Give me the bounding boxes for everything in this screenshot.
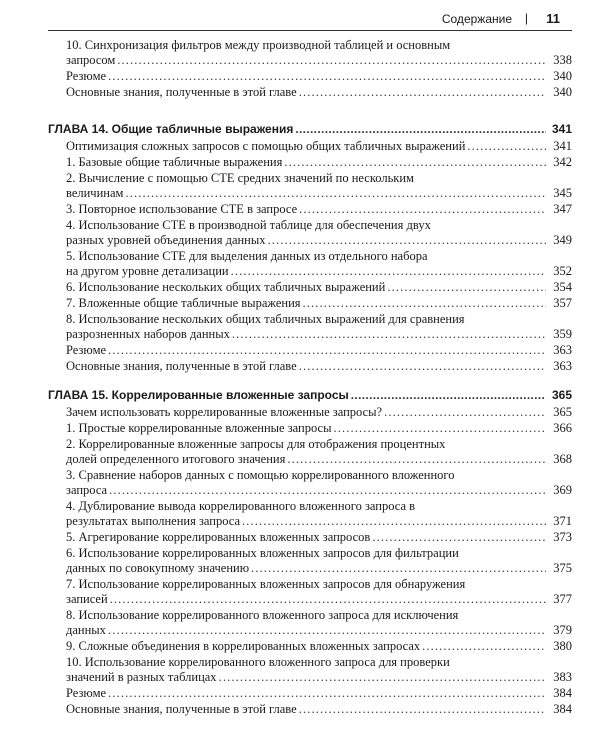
- toc-entry-page: 347: [553, 202, 572, 216]
- toc-entry-page: 379: [553, 623, 572, 637]
- toc-entry[interactable]: [48, 405, 572, 421]
- toc-entry-title-continued: данных по совокупному значению: [66, 561, 250, 575]
- leader-dots: [299, 85, 546, 100]
- toc-entry-page: 345: [553, 186, 572, 200]
- leader-dots: [384, 405, 546, 420]
- leader-dots: [467, 139, 546, 154]
- toc-entry-page: 359: [553, 327, 572, 341]
- toc-entry[interactable]: [48, 171, 572, 202]
- running-header: [48, 12, 572, 31]
- toc-entry-page: 342: [553, 155, 572, 169]
- toc-entry-page: 340: [553, 69, 572, 83]
- toc-entry-page: 354: [553, 280, 572, 294]
- toc-entry-page: 368: [553, 452, 572, 466]
- leader-dots: [108, 623, 546, 638]
- leader-dots: [268, 233, 546, 248]
- leader-dots: [422, 639, 546, 654]
- toc-entry-page: 349: [553, 233, 572, 247]
- toc-group-2: [48, 139, 572, 375]
- leader-dots: [125, 186, 546, 201]
- toc-entry-title-continued: записей: [66, 592, 108, 606]
- toc-entry-page: 369: [553, 483, 572, 497]
- leader-dots: [299, 202, 546, 217]
- toc-entry-title-continued: величинам: [66, 186, 124, 200]
- toc-entry[interactable]: [48, 608, 572, 639]
- toc-entry-title: 1. Базовые общие табличные выражения: [66, 155, 283, 169]
- toc-entry-title: 3. Сравнение наборов данных с помощью коррелированного вложенного: [66, 468, 455, 482]
- toc-entry-title: Резюме: [66, 686, 107, 700]
- toc-entry-page: 363: [553, 343, 572, 357]
- toc-entry-title-continued: запроса: [66, 483, 108, 497]
- leader-dots: [387, 280, 546, 295]
- toc-entry[interactable]: [48, 359, 572, 375]
- toc-entry-title: Основные знания, полученные в этой главе: [66, 359, 297, 373]
- leader-dots: [231, 264, 546, 279]
- header-separator: |: [524, 11, 528, 25]
- toc-entry-title: 10. Синхронизация фильтров между производной таблицей и основным: [66, 38, 451, 52]
- toc-entry-title-continued: результатах выполнения запроса: [66, 514, 241, 528]
- leader-dots: [299, 702, 546, 717]
- toc-entry[interactable]: [48, 69, 572, 85]
- leader-dots: [232, 327, 546, 342]
- leader-dots: [110, 592, 546, 607]
- toc-entry[interactable]: [48, 312, 572, 343]
- leader-dots: [303, 296, 546, 311]
- toc-entry[interactable]: [48, 85, 572, 101]
- toc-group-1: [48, 38, 572, 101]
- toc-entry[interactable]: [48, 296, 572, 312]
- toc-entry-page: 384: [553, 686, 572, 700]
- toc-entry[interactable]: [48, 499, 572, 530]
- toc-entry-title: 8. Использование нескольких общих табличных выражений для сравнения: [66, 312, 465, 326]
- toc-entry-title: Основные знания, полученные в этой главе: [66, 85, 297, 99]
- leader-dots: [251, 561, 546, 576]
- leader-dots: [287, 452, 546, 467]
- leader-dots: [284, 155, 546, 170]
- toc-entry-title: 4. Использование CTE в производной таблице для обеспечения двух: [66, 218, 431, 232]
- toc-entry-title-continued: долей определенного итогового значения: [66, 452, 286, 466]
- chapter-14-page: 341: [551, 122, 572, 136]
- toc-entry-page: 352: [553, 264, 572, 278]
- toc-entry[interactable]: [48, 546, 572, 577]
- toc-entry-title: 5. Агрегирование коррелированных вложенных запросов: [66, 530, 371, 544]
- leader-dots: [108, 343, 546, 358]
- toc-entry[interactable]: [48, 280, 572, 296]
- toc-entry-page: 366: [553, 421, 572, 435]
- leader-dots: [333, 421, 546, 436]
- leader-dots: [242, 514, 546, 529]
- toc-entry-title-continued: данных: [66, 623, 106, 637]
- leader-dots: [219, 670, 546, 685]
- leader-dots: [108, 69, 546, 84]
- toc-chapter-14[interactable]: [48, 120, 572, 138]
- toc-entry-page: 371: [553, 514, 572, 528]
- toc-entry[interactable]: [48, 702, 572, 718]
- toc-entry-page: 377: [553, 592, 572, 606]
- toc-entry-title: 5. Использование CTE для выделения данных из отдельного набора: [66, 249, 428, 263]
- toc-entry-page: 338: [553, 53, 572, 67]
- toc-entry-title-continued: на другом уровне детализации: [66, 264, 229, 278]
- toc-entry-page: 373: [553, 530, 572, 544]
- toc-entry-title-continued: разрозненных наборов данных: [66, 327, 230, 341]
- toc-entry-title: 2. Коррелированные вложенные запросы для отображения процентных: [66, 437, 446, 451]
- toc-chapter-15[interactable]: [48, 386, 572, 404]
- toc-entry[interactable]: [48, 421, 572, 437]
- toc-entry-title: Резюме: [66, 69, 107, 83]
- toc-entry-page: 365: [553, 405, 572, 419]
- toc-entry-title: Оптимизация сложных запросов с помощью общих табличных выражений: [66, 139, 466, 153]
- chapter-14-title: ГЛАВА 14. Общие табличные выражения: [48, 122, 294, 136]
- leader-dots: [109, 483, 546, 498]
- toc-entry[interactable]: [48, 38, 572, 69]
- toc-entry-title: 6. Использование коррелированных вложенных запросов для фильтрации: [66, 546, 459, 560]
- toc-entry-title-continued: значений в разных таблицах: [66, 670, 217, 684]
- toc-entry-title: 4. Дублирование вывода коррелированного вложенного запроса в: [66, 499, 416, 513]
- toc-entry[interactable]: [48, 202, 572, 218]
- toc-entry-title: Зачем использовать коррелированные вложенные запросы?: [66, 405, 383, 419]
- toc-entry-title: 2. Вычисление с помощью CTE средних значений по нескольким: [66, 171, 414, 185]
- toc-entry[interactable]: [48, 218, 572, 249]
- header-page-number: 11: [546, 11, 560, 26]
- toc-entry-page: 384: [553, 702, 572, 716]
- leader-dots: [299, 359, 546, 374]
- toc-entry[interactable]: [48, 468, 572, 499]
- toc-entry-page: 340: [553, 85, 572, 99]
- toc-entry-title: 1. Простые коррелированные вложенные запросы: [66, 421, 332, 435]
- toc-entry[interactable]: [48, 343, 572, 359]
- toc-entry-page: 363: [553, 359, 572, 373]
- toc-entry[interactable]: [48, 686, 572, 702]
- chapter-15-page: 365: [551, 388, 572, 402]
- toc-group-3: [48, 405, 572, 718]
- toc-entry-title-continued: разных уровней объединения данных: [66, 233, 266, 247]
- chapter-15-title: ГЛАВА 15. Коррелированные вложенные запросы: [48, 388, 349, 402]
- toc-entry[interactable]: [48, 577, 572, 608]
- header-title: Содержание: [441, 12, 512, 26]
- toc-entry[interactable]: [48, 139, 572, 155]
- leader-dots: [295, 120, 546, 138]
- toc-entry-page: 375: [553, 561, 572, 575]
- toc-entry-page: 383: [553, 670, 572, 684]
- toc-entry[interactable]: [48, 639, 572, 655]
- toc-entry-page: 380: [553, 639, 572, 653]
- toc-entry-title: 9. Сложные объединения в коррелированных вложенных запросах: [66, 639, 421, 653]
- toc-entry[interactable]: [48, 155, 572, 171]
- toc-entry-title: 7. Вложенные общие табличные выражения: [66, 296, 301, 310]
- leader-dots: [108, 686, 546, 701]
- toc-entry-title: 6. Использование нескольких общих табличных выражений: [66, 280, 386, 294]
- leader-dots: [117, 53, 546, 68]
- toc-entry-page: 341: [553, 139, 572, 153]
- toc-entry[interactable]: [48, 249, 572, 280]
- leader-dots: [372, 530, 546, 545]
- toc-entry-title: 8. Использование коррелированного вложенного запроса для исключения: [66, 608, 459, 622]
- toc-entry[interactable]: [48, 530, 572, 546]
- toc-entry-title: 3. Повторное использование CTE в запросе: [66, 202, 298, 216]
- leader-dots: [351, 386, 546, 404]
- toc-entry-title: 7. Использование коррелированных вложенных запросов для обнаружения: [66, 577, 466, 591]
- toc-entry-title: Резюме: [66, 343, 107, 357]
- toc-entry[interactable]: [48, 437, 572, 468]
- toc-entry[interactable]: [48, 655, 572, 686]
- toc-entry-page: 357: [553, 296, 572, 310]
- toc-entry-title-continued: запросом: [66, 53, 116, 67]
- toc-entry-title: 10. Использование коррелированного вложенного запроса для проверки: [66, 655, 450, 669]
- toc-entry-title: Основные знания, полученные в этой главе: [66, 702, 297, 716]
